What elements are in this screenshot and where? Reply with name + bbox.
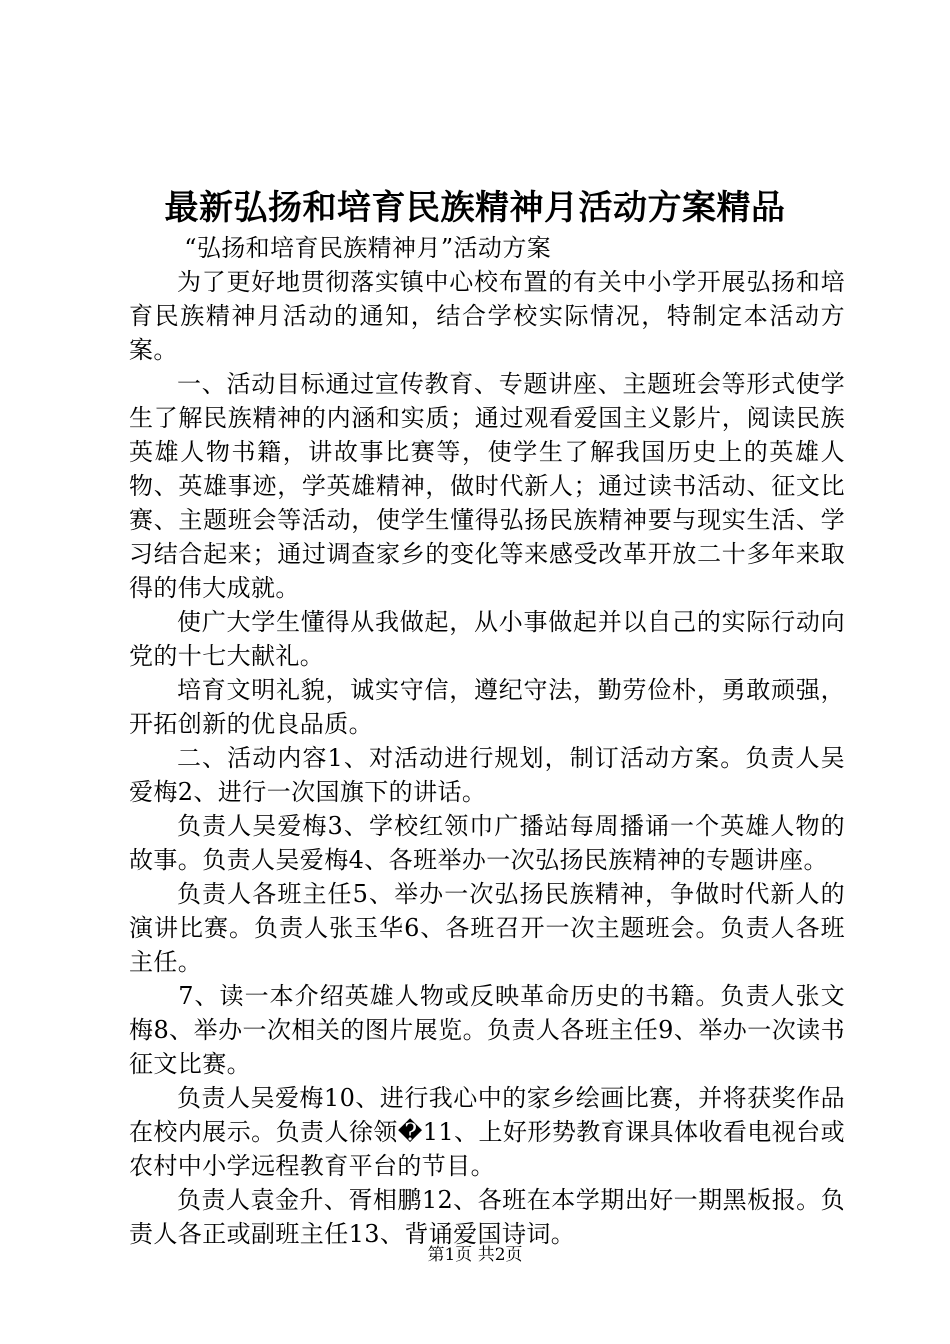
document-body bbox=[129, 231, 845, 1251]
paragraph-goals-2: 使广大学生懂得从我做起，从小事做起并以自己的实际行动向党的十七大献礼。 bbox=[129, 608, 845, 670]
document-title: 最新弘扬和培育民族精神月活动方案精品 bbox=[164, 188, 786, 228]
paragraph-content-1: 二、活动内容1、对活动进行规划，制订活动方案。负责人吴爱梅2、进行一次国旗下的讲话。 bbox=[129, 744, 845, 806]
paragraph-goals-3: 培育文明礼貌，诚实守信，遵纪守法，勤劳俭朴，勇敢顽强，开拓创新的优良品质。 bbox=[129, 676, 845, 738]
paragraph-goals: 一、活动目标通过宣传教育、专题讲座、主题班会等形式使学生了解民族精神的内涵和实质；通过观看爱国主义影片，阅读民族英雄人物书籍，讲故事比赛等，使学生了解我国历史上的英雄人物、英雄事迹，学英雄精神，做时代新人；通过读书活动、征文比赛、主题班会等活动，使学生懂得弘扬民族精神要与现实生活、学习结合起来；通过调查家乡的变化等来感受改革开放二十多年来取得的伟大成就。 bbox=[129, 370, 845, 602]
paragraph-subtitle: “弘扬和培育民族精神月”活动方案 bbox=[184, 234, 552, 262]
page-number-footer: 第1页 共2页 bbox=[427, 1245, 523, 1265]
paragraph-intro: 为了更好地贯彻落实镇中心校布置的有关中小学开展弘扬和培育民族精神月活动的通知，结合学校实际情况，特制定本活动方案。 bbox=[129, 268, 845, 364]
paragraph-content-5: 负责人吴爱梅10、进行我心中的家乡绘画比赛，并将获奖作品在校内展示。负责人徐领�11、上好形势教育课具体收看电视台或农村中小学远程教育平台的节目。 bbox=[129, 1084, 845, 1180]
paragraph-content-2: 负责人吴爱梅3、学校红领巾广播站每周播诵一个英雄人物的故事。负责人吴爱梅4、各班举办一次弘扬民族精神的专题讲座。 bbox=[129, 812, 845, 874]
paragraph-content-6: 负责人袁金升、胥相鹏12、各班在本学期出好一期黑板报。负责人各正或副班主任13、背诵爱国诗词。 bbox=[129, 1186, 845, 1248]
paragraph-content-3: 负责人各班主任5、举办一次弘扬民族精神，争做时代新人的演讲比赛。负责人张玉华6、各班召开一次主题班会。负责人各班主任。 bbox=[129, 880, 845, 976]
paragraph-content-4: 7、读一本介绍英雄人物或反映革命历史的书籍。负责人张文梅8、举办一次相关的图片展览。负责人各班主任9、举办一次读书征文比赛。 bbox=[129, 982, 845, 1078]
